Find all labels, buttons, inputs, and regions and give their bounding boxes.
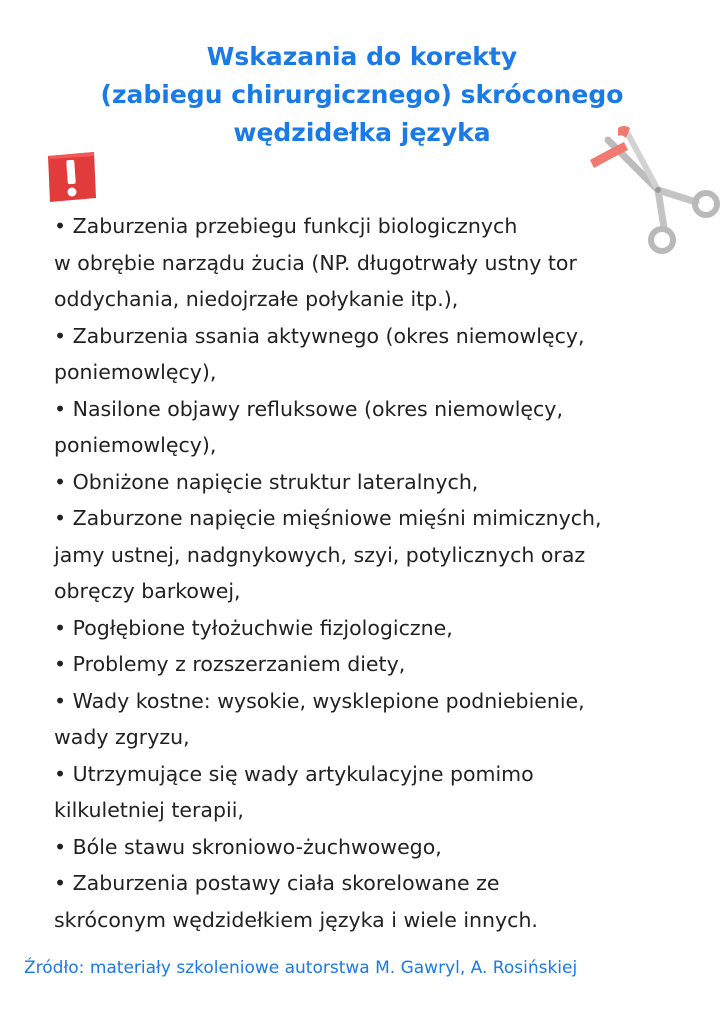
list-line: poniemowlęcy),	[54, 433, 217, 457]
list-line: skróconym wędzidełkiem języka i wiele innych.	[54, 907, 538, 932]
list-line: • Zaburzone napięcie mięśniowe mięśni mimicznych,	[54, 506, 602, 530]
list-line: • Obniżone napięcie struktur lateralnych,	[54, 469, 479, 494]
list-line: • Wady kostne: wysokie, wysklepione podniebienie,	[54, 688, 585, 713]
title-line-3: wędzidełka języka	[233, 118, 491, 147]
exclamation-card-icon	[42, 150, 100, 206]
list-line: jamy ustnej, nadgnykowych, szyi, potylicznych oraz	[54, 542, 586, 567]
title-line-1: Wskazania do korekty	[206, 42, 518, 71]
source-note: Źródło: materiały szkoleniowe autorstwa M. Gawryl, A. Rosińskiej	[24, 958, 578, 978]
list-line: • Problemy z rozszerzaniem diety,	[54, 652, 406, 676]
list-line: • Nasilone objawy refluksowe (okres niemowlęcy,	[54, 396, 563, 421]
list-line: oddychania, niedojrzałe połykanie itp.),	[54, 287, 459, 311]
list-line: wady zgryzu,	[54, 725, 190, 749]
list-line: • Bóle stawu skroniowo-żuchwowego,	[54, 834, 442, 859]
list-line: kilkuletniej terapii,	[54, 798, 244, 822]
list-line: • Pogłębione tyłożuchwie fizjologiczne,	[54, 615, 453, 640]
list-line: obręczy barkowej,	[54, 579, 241, 603]
list-line: • Utrzymujące się wady artykulacyjne pomimo	[54, 761, 534, 786]
list-line: poniemowlęcy),	[54, 360, 217, 384]
title-line-2: (zabiegu chirurgicznego) skróconego	[100, 80, 624, 109]
indications-list	[54, 208, 704, 938]
list-line: • Zaburzenia postawy ciała skorelowane ze	[54, 871, 500, 895]
list-line: w obrębie narządu żucia (NP. długotrwały ustny tor	[54, 250, 577, 275]
list-line: • Zaburzenia przebiegu funkcji biologicznych	[54, 214, 518, 238]
list-line: • Zaburzenia ssania aktywnego (okres niemowlęcy,	[54, 323, 585, 348]
